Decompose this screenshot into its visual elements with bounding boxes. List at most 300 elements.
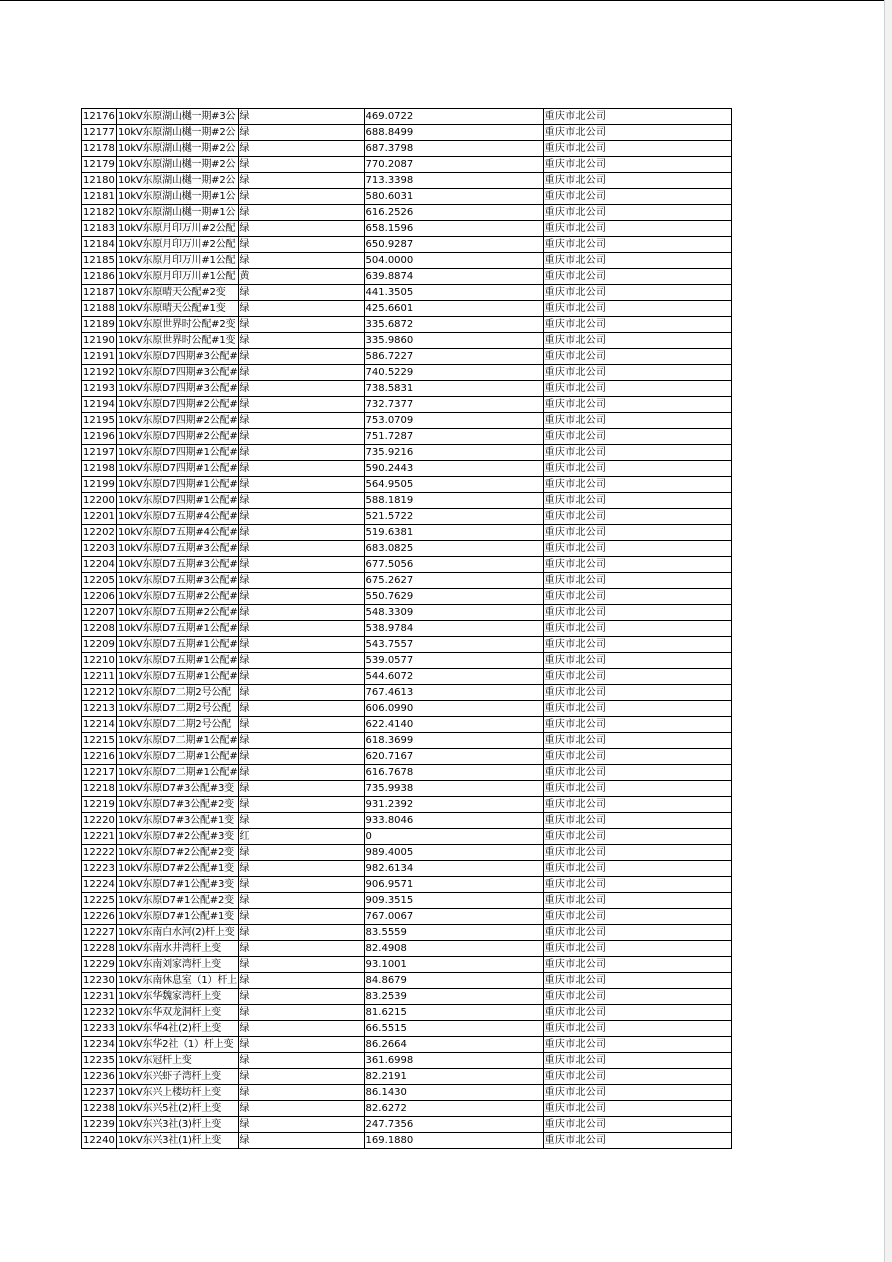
transformer-name-cell[interactable]: 10kV东南白水河(2)杆上变 (117, 925, 239, 941)
company-cell[interactable]: 重庆市北公司 (543, 749, 731, 765)
company-cell[interactable]: 重庆市北公司 (543, 333, 731, 349)
transformer-name-cell[interactable]: 10kV东原D7四期#3公配# (117, 365, 239, 381)
status-cell[interactable]: 绿 (238, 1101, 364, 1117)
transformer-name-cell[interactable]: 10kV东原D7五期#2公配# (117, 605, 239, 621)
value-cell[interactable]: 86.1430 (364, 1085, 543, 1101)
row-id-cell[interactable]: 12211 (82, 669, 117, 685)
company-cell[interactable]: 重庆市北公司 (543, 1005, 731, 1021)
company-cell[interactable]: 重庆市北公司 (543, 1021, 731, 1037)
row-id-cell[interactable]: 12212 (82, 685, 117, 701)
status-cell[interactable]: 绿 (238, 349, 364, 365)
status-cell[interactable]: 绿 (238, 973, 364, 989)
company-cell[interactable]: 重庆市北公司 (543, 541, 731, 557)
status-cell[interactable]: 绿 (238, 653, 364, 669)
value-cell[interactable]: 66.5515 (364, 1021, 543, 1037)
row-id-cell[interactable]: 12189 (82, 317, 117, 333)
status-cell[interactable]: 绿 (238, 445, 364, 461)
company-cell[interactable]: 重庆市北公司 (543, 605, 731, 621)
status-cell[interactable]: 绿 (238, 573, 364, 589)
value-cell[interactable]: 906.9571 (364, 877, 543, 893)
company-cell[interactable]: 重庆市北公司 (543, 701, 731, 717)
status-cell[interactable]: 绿 (238, 557, 364, 573)
transformer-name-cell[interactable]: 10kV东原D7四期#3公配# (117, 381, 239, 397)
value-cell[interactable]: 658.1596 (364, 221, 543, 237)
value-cell[interactable]: 687.3798 (364, 141, 543, 157)
row-id-cell[interactable]: 12216 (82, 749, 117, 765)
company-cell[interactable]: 重庆市北公司 (543, 1069, 731, 1085)
transformer-name-cell[interactable]: 10kV东原湖山樾一期#1公 (117, 189, 239, 205)
transformer-name-cell[interactable]: 10kV东原D7五期#1公配# (117, 669, 239, 685)
row-id-cell[interactable]: 12237 (82, 1085, 117, 1101)
transformer-name-cell[interactable]: 10kV东兴3社(1)杆上变 (117, 1133, 239, 1149)
value-cell[interactable]: 425.6601 (364, 301, 543, 317)
row-id-cell[interactable]: 12190 (82, 333, 117, 349)
transformer-name-cell[interactable]: 10kV东原D7五期#4公配# (117, 525, 239, 541)
company-cell[interactable]: 重庆市北公司 (543, 877, 731, 893)
transformer-name-cell[interactable]: 10kV东南水井湾杆上变 (117, 941, 239, 957)
company-cell[interactable]: 重庆市北公司 (543, 237, 731, 253)
transformer-name-cell[interactable]: 10kV东兴上楼坊杆上变 (117, 1085, 239, 1101)
status-cell[interactable]: 绿 (238, 525, 364, 541)
row-id-cell[interactable]: 12199 (82, 477, 117, 493)
transformer-name-cell[interactable]: 10kV东原D7四期#1公配# (117, 461, 239, 477)
status-cell[interactable]: 绿 (238, 877, 364, 893)
transformer-name-cell[interactable]: 10kV东原月印万川#1公配 (117, 253, 239, 269)
value-cell[interactable]: 713.3398 (364, 173, 543, 189)
value-cell[interactable]: 543.7557 (364, 637, 543, 653)
value-cell[interactable]: 770.2087 (364, 157, 543, 173)
status-cell[interactable]: 红 (238, 829, 364, 845)
transformer-name-cell[interactable]: 10kV东原D7#3公配#1变 (117, 813, 239, 829)
transformer-name-cell[interactable]: 10kV东南刘家湾杆上变 (117, 957, 239, 973)
company-cell[interactable]: 重庆市北公司 (543, 221, 731, 237)
company-cell[interactable]: 重庆市北公司 (543, 925, 731, 941)
status-cell[interactable]: 绿 (238, 605, 364, 621)
transformer-name-cell[interactable]: 10kV东原D7#3公配#2变 (117, 797, 239, 813)
status-cell[interactable]: 绿 (238, 925, 364, 941)
row-id-cell[interactable]: 12214 (82, 717, 117, 733)
value-cell[interactable]: 767.4613 (364, 685, 543, 701)
row-id-cell[interactable]: 12184 (82, 237, 117, 253)
transformer-name-cell[interactable]: 10kV东原D7二期#1公配# (117, 765, 239, 781)
company-cell[interactable]: 重庆市北公司 (543, 813, 731, 829)
transformer-name-cell[interactable]: 10kV东原D7二期2号公配 (117, 717, 239, 733)
row-id-cell[interactable]: 12226 (82, 909, 117, 925)
company-cell[interactable]: 重庆市北公司 (543, 509, 731, 525)
company-cell[interactable]: 重庆市北公司 (543, 397, 731, 413)
value-cell[interactable]: 83.5559 (364, 925, 543, 941)
value-cell[interactable]: 544.6072 (364, 669, 543, 685)
transformer-name-cell[interactable]: 10kV东原D7#1公配#3变 (117, 877, 239, 893)
row-id-cell[interactable]: 12209 (82, 637, 117, 653)
status-cell[interactable]: 绿 (238, 461, 364, 477)
value-cell[interactable]: 361.6998 (364, 1053, 543, 1069)
company-cell[interactable]: 重庆市北公司 (543, 941, 731, 957)
status-cell[interactable]: 绿 (238, 941, 364, 957)
company-cell[interactable]: 重庆市北公司 (543, 157, 731, 173)
transformer-name-cell[interactable]: 10kV东原D7五期#1公配# (117, 621, 239, 637)
row-id-cell[interactable]: 12233 (82, 1021, 117, 1037)
status-cell[interactable]: 绿 (238, 701, 364, 717)
status-cell[interactable]: 绿 (238, 125, 364, 141)
row-id-cell[interactable]: 12188 (82, 301, 117, 317)
status-cell[interactable]: 绿 (238, 589, 364, 605)
company-cell[interactable]: 重庆市北公司 (543, 445, 731, 461)
value-cell[interactable]: 677.5056 (364, 557, 543, 573)
row-id-cell[interactable]: 12201 (82, 509, 117, 525)
status-cell[interactable]: 绿 (238, 397, 364, 413)
row-id-cell[interactable]: 12215 (82, 733, 117, 749)
row-id-cell[interactable]: 12179 (82, 157, 117, 173)
value-cell[interactable]: 616.2526 (364, 205, 543, 221)
transformer-name-cell[interactable]: 10kV东原月印万川#2公配 (117, 221, 239, 237)
value-cell[interactable]: 933.8046 (364, 813, 543, 829)
value-cell[interactable]: 738.5831 (364, 381, 543, 397)
company-cell[interactable]: 重庆市北公司 (543, 365, 731, 381)
row-id-cell[interactable]: 12176 (82, 109, 117, 125)
company-cell[interactable]: 重庆市北公司 (543, 973, 731, 989)
status-cell[interactable]: 绿 (238, 109, 364, 125)
status-cell[interactable]: 绿 (238, 509, 364, 525)
value-cell[interactable]: 84.8679 (364, 973, 543, 989)
company-cell[interactable]: 重庆市北公司 (543, 317, 731, 333)
row-id-cell[interactable]: 12180 (82, 173, 117, 189)
row-id-cell[interactable]: 12234 (82, 1037, 117, 1053)
status-cell[interactable]: 绿 (238, 477, 364, 493)
value-cell[interactable]: 335.9860 (364, 333, 543, 349)
status-cell[interactable]: 绿 (238, 429, 364, 445)
company-cell[interactable]: 重庆市北公司 (543, 349, 731, 365)
row-id-cell[interactable]: 12186 (82, 269, 117, 285)
row-id-cell[interactable]: 12220 (82, 813, 117, 829)
status-cell[interactable]: 黄 (238, 269, 364, 285)
company-cell[interactable]: 重庆市北公司 (543, 269, 731, 285)
value-cell[interactable]: 335.6872 (364, 317, 543, 333)
value-cell[interactable]: 688.8499 (364, 125, 543, 141)
transformer-name-cell[interactable]: 10kV东原D7二期2号公配 (117, 685, 239, 701)
company-cell[interactable]: 重庆市北公司 (543, 189, 731, 205)
company-cell[interactable]: 重庆市北公司 (543, 1133, 731, 1149)
status-cell[interactable]: 绿 (238, 541, 364, 557)
row-id-cell[interactable]: 12185 (82, 253, 117, 269)
row-id-cell[interactable]: 12193 (82, 381, 117, 397)
value-cell[interactable]: 732.7377 (364, 397, 543, 413)
transformer-name-cell[interactable]: 10kV东原D7二期2号公配 (117, 701, 239, 717)
company-cell[interactable]: 重庆市北公司 (543, 733, 731, 749)
row-id-cell[interactable]: 12235 (82, 1053, 117, 1069)
row-id-cell[interactable]: 12202 (82, 525, 117, 541)
value-cell[interactable]: 590.2443 (364, 461, 543, 477)
company-cell[interactable]: 重庆市北公司 (543, 1101, 731, 1117)
transformer-name-cell[interactable]: 10kV东原D7四期#1公配# (117, 493, 239, 509)
transformer-name-cell[interactable]: 10kV东兴3社(3)杆上变 (117, 1117, 239, 1133)
value-cell[interactable]: 81.6215 (364, 1005, 543, 1021)
status-cell[interactable]: 绿 (238, 333, 364, 349)
status-cell[interactable]: 绿 (238, 1117, 364, 1133)
status-cell[interactable]: 绿 (238, 749, 364, 765)
status-cell[interactable]: 绿 (238, 637, 364, 653)
value-cell[interactable]: 82.4908 (364, 941, 543, 957)
company-cell[interactable]: 重庆市北公司 (543, 765, 731, 781)
status-cell[interactable]: 绿 (238, 1005, 364, 1021)
row-id-cell[interactable]: 12231 (82, 989, 117, 1005)
row-id-cell[interactable]: 12210 (82, 653, 117, 669)
transformer-name-cell[interactable]: 10kV东原D7四期#2公配# (117, 429, 239, 445)
row-id-cell[interactable]: 12223 (82, 861, 117, 877)
transformer-name-cell[interactable]: 10kV东原D7四期#1公配# (117, 445, 239, 461)
row-id-cell[interactable]: 12194 (82, 397, 117, 413)
status-cell[interactable]: 绿 (238, 205, 364, 221)
value-cell[interactable]: 735.9938 (364, 781, 543, 797)
transformer-name-cell[interactable]: 10kV东原湖山樾一期#2公 (117, 125, 239, 141)
transformer-name-cell[interactable]: 10kV东原湖山樾一期#2公 (117, 173, 239, 189)
value-cell[interactable]: 753.0709 (364, 413, 543, 429)
transformer-name-cell[interactable]: 10kV东华双龙洞杆上变 (117, 1005, 239, 1021)
value-cell[interactable]: 82.6272 (364, 1101, 543, 1117)
value-cell[interactable]: 538.9784 (364, 621, 543, 637)
company-cell[interactable]: 重庆市北公司 (543, 653, 731, 669)
row-id-cell[interactable]: 12195 (82, 413, 117, 429)
company-cell[interactable]: 重庆市北公司 (543, 253, 731, 269)
company-cell[interactable]: 重庆市北公司 (543, 589, 731, 605)
status-cell[interactable]: 绿 (238, 765, 364, 781)
value-cell[interactable]: 909.3515 (364, 893, 543, 909)
row-id-cell[interactable]: 12205 (82, 573, 117, 589)
company-cell[interactable]: 重庆市北公司 (543, 829, 731, 845)
status-cell[interactable]: 绿 (238, 1037, 364, 1053)
status-cell[interactable]: 绿 (238, 813, 364, 829)
row-id-cell[interactable]: 12206 (82, 589, 117, 605)
transformer-name-cell[interactable]: 10kV东原D7四期#2公配# (117, 397, 239, 413)
row-id-cell[interactable]: 12191 (82, 349, 117, 365)
transformer-name-cell[interactable]: 10kV东原D7#1公配#1变 (117, 909, 239, 925)
status-cell[interactable]: 绿 (238, 621, 364, 637)
status-cell[interactable]: 绿 (238, 173, 364, 189)
company-cell[interactable]: 重庆市北公司 (543, 109, 731, 125)
row-id-cell[interactable]: 12230 (82, 973, 117, 989)
transformer-name-cell[interactable]: 10kV东原湖山樾一期#1公 (117, 205, 239, 221)
status-cell[interactable]: 绿 (238, 733, 364, 749)
transformer-name-cell[interactable]: 10kV东原湖山樾一期#3公 (117, 109, 239, 125)
row-id-cell[interactable]: 12203 (82, 541, 117, 557)
company-cell[interactable]: 重庆市北公司 (543, 173, 731, 189)
transformer-name-cell[interactable]: 10kV东原晴天公配#2变 (117, 285, 239, 301)
transformer-name-cell[interactable]: 10kV东华2社（1）杆上变 (117, 1037, 239, 1053)
company-cell[interactable]: 重庆市北公司 (543, 301, 731, 317)
transformer-name-cell[interactable]: 10kV东原D7四期#2公配# (117, 413, 239, 429)
row-id-cell[interactable]: 12192 (82, 365, 117, 381)
row-id-cell[interactable]: 12239 (82, 1117, 117, 1133)
transformer-name-cell[interactable]: 10kV东华魏家湾杆上变 (117, 989, 239, 1005)
value-cell[interactable]: 751.7287 (364, 429, 543, 445)
status-cell[interactable]: 绿 (238, 1069, 364, 1085)
row-id-cell[interactable]: 12240 (82, 1133, 117, 1149)
row-id-cell[interactable]: 12207 (82, 605, 117, 621)
row-id-cell[interactable]: 12218 (82, 781, 117, 797)
value-cell[interactable]: 83.2539 (364, 989, 543, 1005)
value-cell[interactable]: 683.0825 (364, 541, 543, 557)
transformer-name-cell[interactable]: 10kV东原D7二期#1公配# (117, 733, 239, 749)
transformer-name-cell[interactable]: 10kV东原D7五期#3公配# (117, 541, 239, 557)
value-cell[interactable]: 93.1001 (364, 957, 543, 973)
status-cell[interactable]: 绿 (238, 1053, 364, 1069)
status-cell[interactable]: 绿 (238, 797, 364, 813)
company-cell[interactable]: 重庆市北公司 (543, 685, 731, 701)
value-cell[interactable]: 586.7227 (364, 349, 543, 365)
value-cell[interactable]: 86.2664 (364, 1037, 543, 1053)
value-cell[interactable]: 0 (364, 829, 543, 845)
transformer-name-cell[interactable]: 10kV东原D7四期#1公配# (117, 477, 239, 493)
company-cell[interactable]: 重庆市北公司 (543, 205, 731, 221)
status-cell[interactable]: 绿 (238, 909, 364, 925)
row-id-cell[interactable]: 12213 (82, 701, 117, 717)
value-cell[interactable]: 521.5722 (364, 509, 543, 525)
status-cell[interactable]: 绿 (238, 781, 364, 797)
status-cell[interactable]: 绿 (238, 317, 364, 333)
transformer-name-cell[interactable]: 10kV东原D7#2公配#3变 (117, 829, 239, 845)
status-cell[interactable]: 绿 (238, 253, 364, 269)
row-id-cell[interactable]: 12219 (82, 797, 117, 813)
row-id-cell[interactable]: 12177 (82, 125, 117, 141)
value-cell[interactable]: 616.7678 (364, 765, 543, 781)
transformer-name-cell[interactable]: 10kV东兴5社(2)杆上变 (117, 1101, 239, 1117)
company-cell[interactable]: 重庆市北公司 (543, 381, 731, 397)
transformer-name-cell[interactable]: 10kV东原湖山樾一期#2公 (117, 157, 239, 173)
status-cell[interactable]: 绿 (238, 413, 364, 429)
value-cell[interactable]: 247.7356 (364, 1117, 543, 1133)
row-id-cell[interactable]: 12232 (82, 1005, 117, 1021)
transformer-name-cell[interactable]: 10kV东原D7五期#1公配# (117, 653, 239, 669)
row-id-cell[interactable]: 12182 (82, 205, 117, 221)
transformer-name-cell[interactable]: 10kV东兴虾子湾杆上变 (117, 1069, 239, 1085)
value-cell[interactable]: 989.4005 (364, 845, 543, 861)
transformer-name-cell[interactable]: 10kV东原D7五期#4公配# (117, 509, 239, 525)
transformer-name-cell[interactable]: 10kV东原D7#2公配#2变 (117, 845, 239, 861)
transformer-name-cell[interactable]: 10kV东原湖山樾一期#2公 (117, 141, 239, 157)
company-cell[interactable]: 重庆市北公司 (543, 285, 731, 301)
company-cell[interactable]: 重庆市北公司 (543, 957, 731, 973)
transformer-name-cell[interactable]: 10kV东原月印万川#2公配 (117, 237, 239, 253)
value-cell[interactable]: 620.7167 (364, 749, 543, 765)
company-cell[interactable]: 重庆市北公司 (543, 413, 731, 429)
status-cell[interactable]: 绿 (238, 989, 364, 1005)
transformer-name-cell[interactable]: 10kV东原晴天公配#1变 (117, 301, 239, 317)
value-cell[interactable]: 618.3699 (364, 733, 543, 749)
value-cell[interactable]: 564.9505 (364, 477, 543, 493)
status-cell[interactable]: 绿 (238, 365, 364, 381)
company-cell[interactable]: 重庆市北公司 (543, 573, 731, 589)
transformer-name-cell[interactable]: 10kV东原D7#2公配#1变 (117, 861, 239, 877)
company-cell[interactable]: 重庆市北公司 (543, 1117, 731, 1133)
value-cell[interactable]: 519.6381 (364, 525, 543, 541)
transformer-name-cell[interactable]: 10kV东原月印万川#1公配 (117, 269, 239, 285)
company-cell[interactable]: 重庆市北公司 (543, 717, 731, 733)
transformer-name-cell[interactable]: 10kV东原D7四期#3公配# (117, 349, 239, 365)
vertical-scrollbar[interactable] (884, 0, 892, 1262)
value-cell[interactable]: 606.0990 (364, 701, 543, 717)
status-cell[interactable]: 绿 (238, 893, 364, 909)
row-id-cell[interactable]: 12178 (82, 141, 117, 157)
status-cell[interactable]: 绿 (238, 189, 364, 205)
status-cell[interactable]: 绿 (238, 1021, 364, 1037)
row-id-cell[interactable]: 12198 (82, 461, 117, 477)
company-cell[interactable]: 重庆市北公司 (543, 1053, 731, 1069)
transformer-name-cell[interactable]: 10kV东原D7#3公配#3变 (117, 781, 239, 797)
value-cell[interactable]: 588.1819 (364, 493, 543, 509)
status-cell[interactable]: 绿 (238, 957, 364, 973)
company-cell[interactable]: 重庆市北公司 (543, 525, 731, 541)
company-cell[interactable]: 重庆市北公司 (543, 909, 731, 925)
company-cell[interactable]: 重庆市北公司 (543, 477, 731, 493)
value-cell[interactable]: 675.2627 (364, 573, 543, 589)
row-id-cell[interactable]: 12238 (82, 1101, 117, 1117)
company-cell[interactable]: 重庆市北公司 (543, 893, 731, 909)
value-cell[interactable]: 548.3309 (364, 605, 543, 621)
company-cell[interactable]: 重庆市北公司 (543, 621, 731, 637)
company-cell[interactable]: 重庆市北公司 (543, 1037, 731, 1053)
status-cell[interactable]: 绿 (238, 301, 364, 317)
company-cell[interactable]: 重庆市北公司 (543, 861, 731, 877)
company-cell[interactable]: 重庆市北公司 (543, 461, 731, 477)
value-cell[interactable]: 469.0722 (364, 109, 543, 125)
company-cell[interactable]: 重庆市北公司 (543, 429, 731, 445)
row-id-cell[interactable]: 12229 (82, 957, 117, 973)
status-cell[interactable]: 绿 (238, 1133, 364, 1149)
company-cell[interactable]: 重庆市北公司 (543, 557, 731, 573)
status-cell[interactable]: 绿 (238, 221, 364, 237)
transformer-name-cell[interactable]: 10kV东南休息室（1）杆上 (117, 973, 239, 989)
status-cell[interactable]: 绿 (238, 685, 364, 701)
row-id-cell[interactable]: 12224 (82, 877, 117, 893)
company-cell[interactable]: 重庆市北公司 (543, 669, 731, 685)
row-id-cell[interactable]: 12225 (82, 893, 117, 909)
transformer-name-cell[interactable]: 10kV东原世界时公配#2变 (117, 317, 239, 333)
status-cell[interactable]: 绿 (238, 669, 364, 685)
value-cell[interactable]: 982.6134 (364, 861, 543, 877)
row-id-cell[interactable]: 12187 (82, 285, 117, 301)
company-cell[interactable]: 重庆市北公司 (543, 125, 731, 141)
row-id-cell[interactable]: 12200 (82, 493, 117, 509)
status-cell[interactable]: 绿 (238, 1085, 364, 1101)
row-id-cell[interactable]: 12227 (82, 925, 117, 941)
transformer-name-cell[interactable]: 10kV东原D7五期#1公配# (117, 637, 239, 653)
value-cell[interactable]: 740.5229 (364, 365, 543, 381)
status-cell[interactable]: 绿 (238, 285, 364, 301)
company-cell[interactable]: 重庆市北公司 (543, 797, 731, 813)
value-cell[interactable]: 539.0577 (364, 653, 543, 669)
value-cell[interactable]: 169.1880 (364, 1133, 543, 1149)
transformer-name-cell[interactable]: 10kV东华4社(2)杆上变 (117, 1021, 239, 1037)
value-cell[interactable]: 735.9216 (364, 445, 543, 461)
value-cell[interactable]: 931.2392 (364, 797, 543, 813)
value-cell[interactable]: 550.7629 (364, 589, 543, 605)
row-id-cell[interactable]: 12217 (82, 765, 117, 781)
value-cell[interactable]: 767.0067 (364, 909, 543, 925)
company-cell[interactable]: 重庆市北公司 (543, 845, 731, 861)
transformer-name-cell[interactable]: 10kV东原D7二期#1公配# (117, 749, 239, 765)
row-id-cell[interactable]: 12197 (82, 445, 117, 461)
row-id-cell[interactable]: 12222 (82, 845, 117, 861)
transformer-name-cell[interactable]: 10kV东原D7五期#2公配# (117, 589, 239, 605)
row-id-cell[interactable]: 12204 (82, 557, 117, 573)
company-cell[interactable]: 重庆市北公司 (543, 141, 731, 157)
company-cell[interactable]: 重庆市北公司 (543, 493, 731, 509)
value-cell[interactable]: 622.4140 (364, 717, 543, 733)
status-cell[interactable]: 绿 (238, 861, 364, 877)
company-cell[interactable]: 重庆市北公司 (543, 781, 731, 797)
row-id-cell[interactable]: 12183 (82, 221, 117, 237)
status-cell[interactable]: 绿 (238, 845, 364, 861)
